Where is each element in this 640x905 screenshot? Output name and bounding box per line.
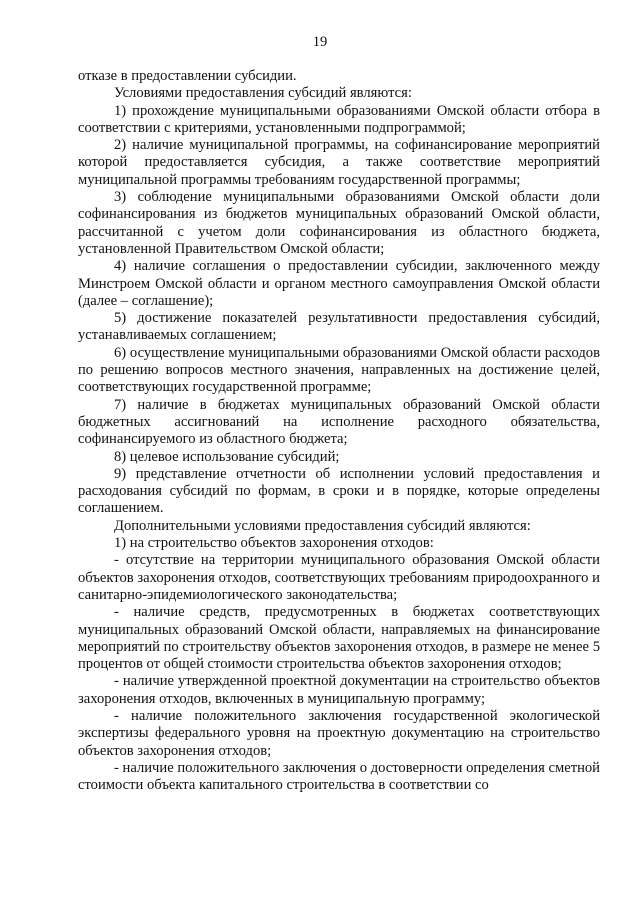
paragraph-condition-5: 5) достижение показателей результативности предоставления субсидий, устанавливаемых соглашением; [78,310,600,344]
paragraph-condition-4: 4) наличие соглашения о предоставлении субсидии, заключенного между Минстроем Омской области и органом местного самоуправления Омской области (далее – соглашение); [78,258,600,309]
paragraph-condition-3: 3) соблюдение муниципальными образованиями Омской области доли софинансирования из бюджетов муниципальных образований Омской области, рассчитанной с учетом доли софинансирования из областного бюджета, установленной Правительством Омской области; [78,189,600,257]
paragraph-bullet-4: - наличие положительного заключения государственной экологической экспертизы федерального уровня на проектную документацию на строительство объектов захоронения отходов; [78,707,600,759]
paragraph-bullet-1: - отсутствие на территории муниципального образования Омской области объектов захоронения отходов, соответствующих требованиям природоохранного и санитарно-эпидемиологического законодательства; [78,552,600,603]
paragraph-bullet-3: - наличие утвержденной проектной документации на строительство объектов захоронения отходов, включенных в муниципальную программу; [78,673,600,707]
document-body [78,68,600,794]
paragraph-bullet-5: - наличие положительного заключения о достоверности определения сметной стоимости объекта капитального строительства в соответствии со [78,759,600,794]
paragraph-additional-1: 1) на строительство объектов захоронения отходов: [114,535,434,552]
paragraph-conditions-heading: Условиями предоставления субсидий являются: [114,85,412,102]
paragraph-condition-7: 7) наличие в бюджетах муниципальных образований Омской области бюджетных ассигнований на исполнение расходного обязательства, софинансируемого из областного бюджета; [78,396,600,448]
paragraph-condition-6: 6) осуществление муниципальными образованиями Омской области расходов по решению вопросов местного значения, направленных на достижение целей, соответствующих государственной программе; [78,344,600,396]
paragraph-condition-2: 2) наличие муниципальной программы, на софинансирование мероприятий которой предоставляется субсидия, а также соответствие мероприятий муниципальной программы требованиям государственной программы; [78,137,600,188]
paragraph-condition-8: 8) целевое использование субсидий; [114,448,340,465]
paragraph-continuation: отказе в предоставлении субсидии. [78,68,297,84]
page-number: 19 [312,34,328,50]
paragraph-condition-1: 1) прохождение муниципальными образованиями Омской области отбора в соответствии с критериями, установленными подпрограммой; [78,102,600,136]
paragraph-additional-heading: Дополнительными условиями предоставления субсидий являются: [114,517,531,534]
paragraph-condition-9: 9) представление отчетности об исполнении условий предоставления и расходования субсидий по формам, в сроки и в порядке, которые определены соглашением. [78,465,600,517]
paragraph-bullet-2: - наличие средств, предусмотренных в бюджетах соответствующих муниципальных образований Омской области, направляемых на финансирование мероприятий по строительству объектов захоронения отходов, в размере не менее 5 процентов от общей стоимости строительства объектов захоронения отходов; [78,604,600,673]
